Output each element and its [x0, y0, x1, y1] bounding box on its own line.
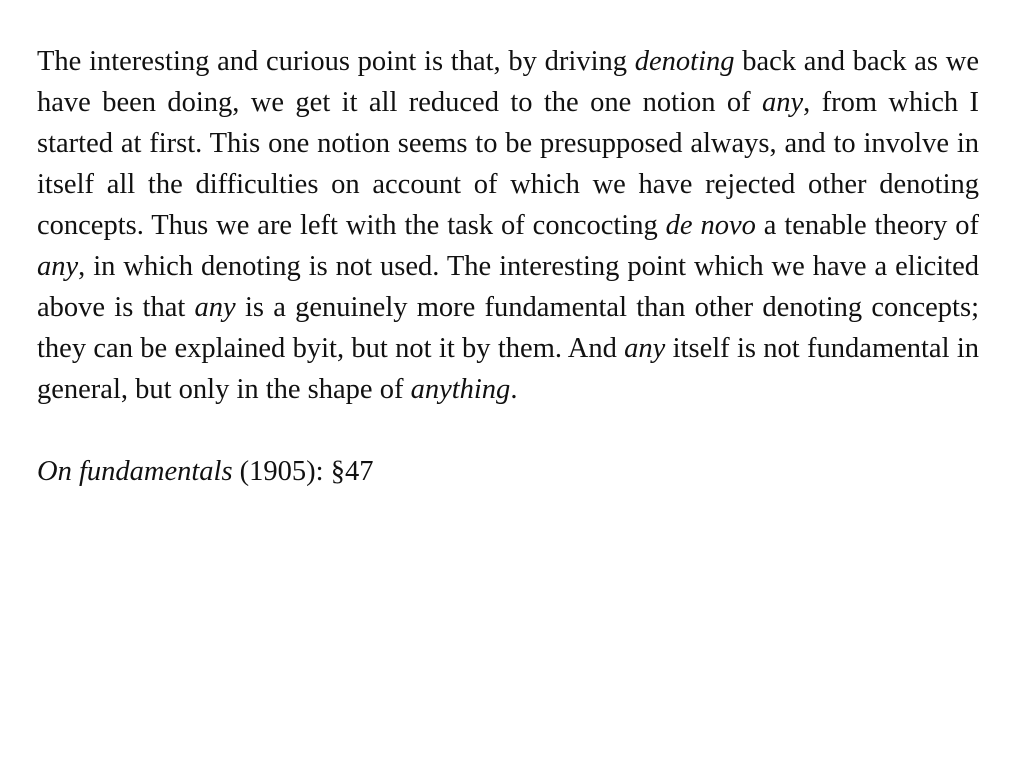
quote-emphasis: denoting [634, 46, 735, 77]
quote-text: , from which I started at first. This one notion seems to be presupposed always, and to involve in itself all the difficulties on account of which we have rejected other denoting concepts. Thus we are left with the task of concocting [37, 87, 979, 241]
citation-title: On fundamentals [37, 456, 233, 487]
quote-text: itself is not fundamental in general, but only in the shape of [37, 333, 979, 405]
quote-emphasis: any [624, 333, 666, 364]
quote-emphasis: any [194, 292, 236, 323]
quote-emphasis: any [762, 87, 804, 118]
quote-text: is a genuinely more fundamental than other denoting concepts; they can be explained byit, but not it by them. And [37, 292, 979, 364]
quote-text: a tenable theory of [755, 210, 979, 241]
quote-text: . [510, 374, 518, 405]
quote-text: The interesting and curious point is that, by driving [37, 46, 635, 77]
quote-emphasis: any [37, 251, 79, 282]
citation [37, 451, 979, 492]
quote-emphasis: de novo [665, 210, 756, 241]
quote-text: , in which denoting is not used. The interesting point which we have a elicited above is that [37, 251, 979, 323]
quote-emphasis: anything [410, 374, 511, 405]
quote-paragraph [37, 41, 979, 410]
citation-details: (1905): §47 [232, 456, 374, 487]
quote-text: back and back as we have been doing, we get it all reduced to the one notion of [37, 46, 979, 118]
